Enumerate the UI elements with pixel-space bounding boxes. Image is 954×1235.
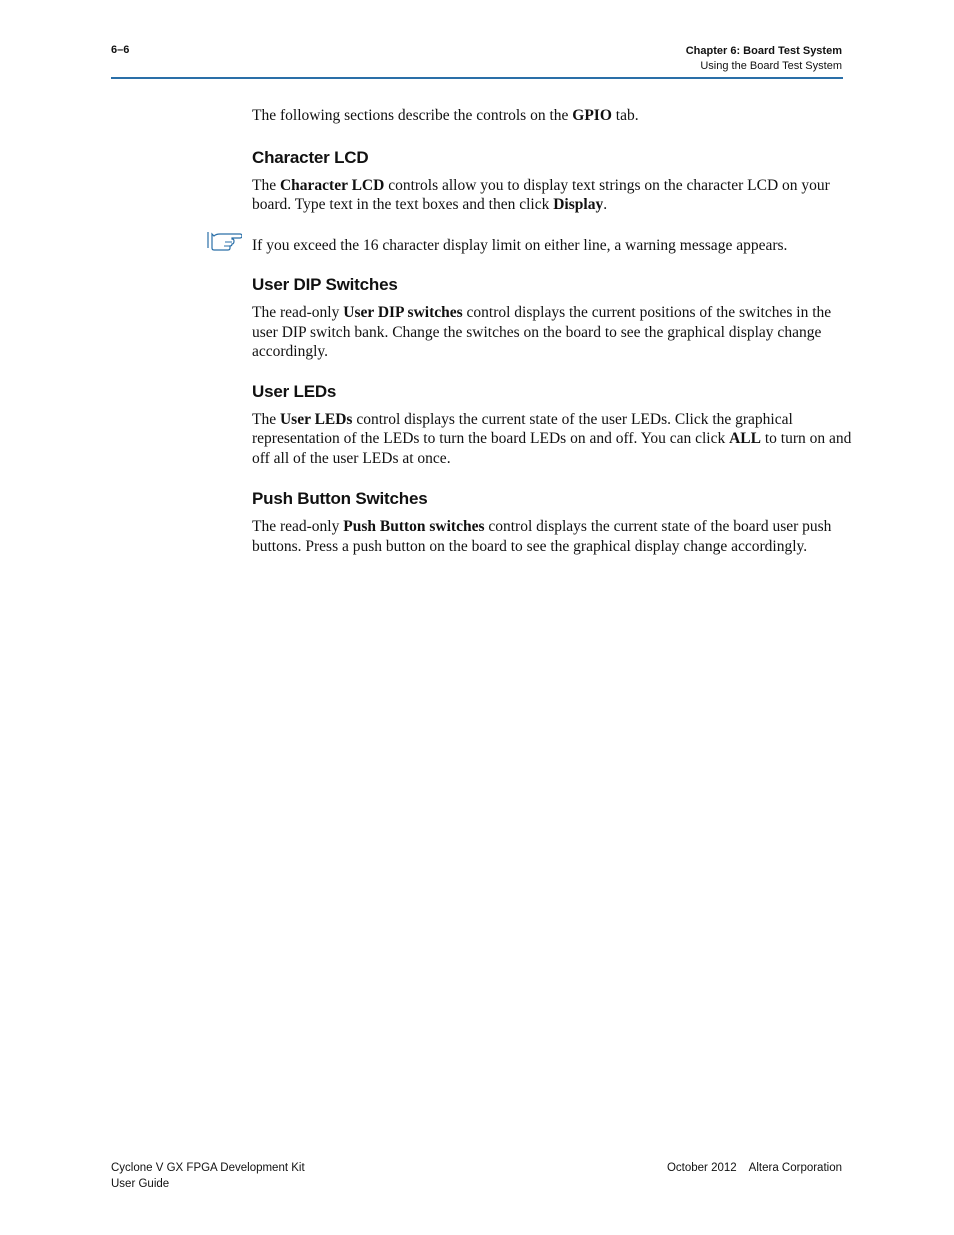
section-heading-character-lcd: Character LCD bbox=[252, 147, 369, 167]
character-lcd-paragraph: The Character LCD controls allow you to display text strings on the character LCD on your board. Type text in the text boxes and then click Display. bbox=[252, 176, 830, 213]
section-heading-user-dip-switches: User DIP Switches bbox=[252, 275, 398, 294]
note bbox=[252, 236, 852, 256]
running-header bbox=[686, 44, 842, 74]
section-heading-user-leds: User LEDs bbox=[252, 381, 337, 401]
footer-date: October 2012 bbox=[666, 1162, 737, 1174]
intro-paragraph: The following sections describe the controls on the GPIO tab. bbox=[252, 107, 639, 124]
section-title: Using the Board Test System bbox=[700, 60, 842, 72]
push-buttons-paragraph: The read-only Push Button switches control displays the current state of the board user push buttons. Press a push button on the board to see the graphical display change accordingly. bbox=[252, 518, 832, 555]
footer-kit: Cyclone V GX FPGA Development Kit bbox=[111, 1162, 305, 1174]
user-dip-paragraph: The read-only User DIP switches control displays the current positions of the switches in the user DIP switch bank. Change the switches on the board to see the graphical display change accordingly. bbox=[252, 304, 832, 360]
footer-right bbox=[667, 1160, 842, 1176]
footer-guide: User Guide bbox=[111, 1178, 170, 1190]
header-rule bbox=[111, 77, 843, 79]
note-text: If you exceed the 16 character display limit on either line, a warning message appears. bbox=[252, 236, 788, 254]
user-leds-paragraph: The User LEDs control displays the current state of the user LEDs. Click the graphical representation of the LEDs to turn the board LEDs on and off. You can click ALL to turn on and off all of the user LEDs at once. bbox=[252, 410, 852, 467]
page-number: 6–6 bbox=[111, 44, 130, 56]
chapter-title: Chapter 6: Board Test System bbox=[685, 45, 842, 57]
section-heading-push-button-switches: Push Button Switches bbox=[252, 489, 428, 508]
page-body bbox=[252, 105, 852, 556]
footer-company: Altera Corporation bbox=[748, 1162, 842, 1174]
pointing-hand-icon bbox=[206, 228, 242, 254]
footer-left bbox=[111, 1160, 305, 1192]
